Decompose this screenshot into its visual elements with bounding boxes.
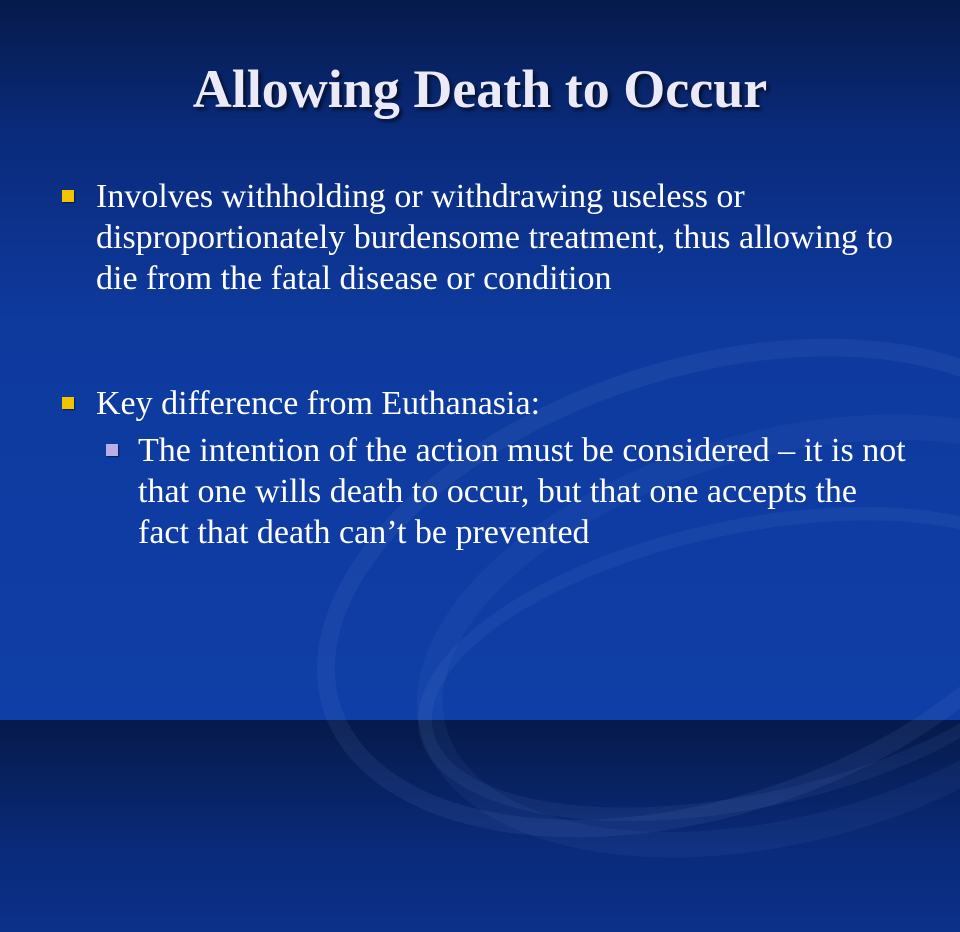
spacer bbox=[60, 299, 910, 383]
bullet-text: Key difference from Euthanasia: bbox=[96, 385, 541, 422]
sub-bullet-item bbox=[106, 430, 910, 553]
sub-bullet-text: The intention of the action must be considered – it is not that one wills death to occur, but that one accepts the fact that death can’t be prevented bbox=[138, 432, 906, 551]
square-bullet-icon bbox=[106, 444, 118, 456]
bullet-item bbox=[60, 383, 910, 424]
square-bullet-icon bbox=[62, 397, 74, 409]
slide-content bbox=[60, 176, 910, 553]
square-bullet-icon bbox=[62, 190, 74, 202]
bullet-item bbox=[60, 176, 910, 299]
bullet-text: Involves withholding or withdrawing useless or disproportionately burdensome treatment, thus allowing to die from the fatal disease or condition bbox=[96, 178, 893, 297]
slide-title: Allowing Death to Occur bbox=[192, 59, 768, 119]
